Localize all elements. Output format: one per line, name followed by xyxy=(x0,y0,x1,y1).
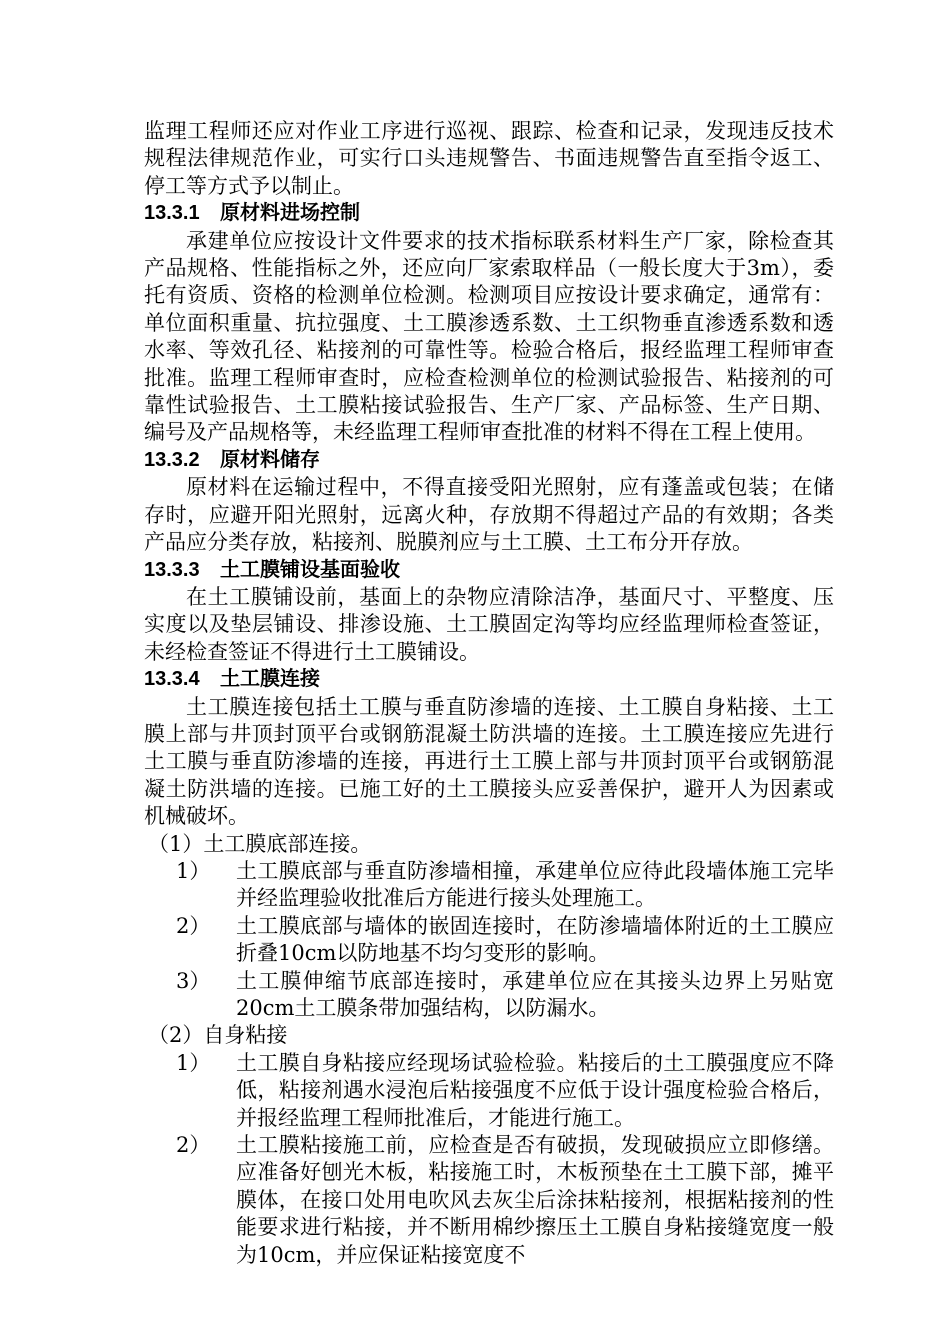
subsection-label-self-bonding: （2）自身粘接 xyxy=(148,1023,288,1048)
list-item xyxy=(144,1132,834,1269)
document-page xyxy=(144,118,834,1269)
section-title: 原材料储存 xyxy=(220,448,320,471)
list-item-text: 土工膜粘接施工前，应检查是否有破损，发现破损应立即修缮。应准备好刨光木板，粘接施工时，木板预垫在土工膜下部，摊平膜体，在接口处用电吹风去灰尘后涂抹粘接剂，根据粘接剂的性能要求进行粘接，并不断用棉纱擦压土工膜自身粘接缝宽度一般为10cm，并应保证粘接宽度不 xyxy=(236,1133,834,1267)
section-heading-13-3-2 xyxy=(144,447,834,474)
list-item xyxy=(144,1050,834,1132)
section-body-13-3-1: 承建单位应按设计文件要求的技术指标联系材料生产厂家，除检查其产品规格、性能指标之外，还应向厂家索取样品（一般长度大于3m），委托有资质、资格的检测单位检测。检测项目应按设计要求确定，通常有：单位面积重量、抗拉强度、土工膜渗透系数、土工织物垂直渗透系数和透水率、等效孔径、粘接剂的可靠性等。检验合格后，报经监理工程师审查批准。监理工程师审查时，应检查检测单位的检测试验报告、粘接剂的可靠性试验报告、土工膜粘接试验报告、生产厂家、产品标签、生产日期、编号及产品规格等，未经监理工程师审查批准的材料不得在工程上使用。 xyxy=(144,228,834,445)
section-heading-13-3-1 xyxy=(144,200,834,227)
list-item xyxy=(144,858,834,913)
section-title: 土工膜铺设基面验收 xyxy=(220,558,400,581)
section-heading-13-3-3 xyxy=(144,557,834,584)
list-marker: 3） xyxy=(176,968,211,993)
section-title: 土工膜连接 xyxy=(220,668,320,691)
list-marker: 2） xyxy=(176,1133,211,1158)
section-heading-13-3-4 xyxy=(144,666,834,693)
list-item xyxy=(144,913,834,968)
list-item-text: 土工膜自身粘接应经现场试验检验。粘接后的土工膜强度应不降低，粘接剂遇水浸泡后粘接强度不应低于设计强度检验合格后，并报经监理工程师批准后，才能进行施工。 xyxy=(236,1050,834,1130)
section-body-13-3-2: 原材料在运输过程中，不得直接受阳光照射，应有蓬盖或包装；在储存时，应避开阳光照射，远离火种，存放期不得超过产品的有效期；各类产品应分类存放，粘接剂、脱膜剂应与土工膜、土工布分开存放。 xyxy=(144,475,834,555)
list-item xyxy=(144,968,834,1023)
section-number: 13.3.4 xyxy=(144,668,200,691)
section-number: 13.3.2 xyxy=(144,448,200,471)
list-marker: 2） xyxy=(176,913,211,938)
intro-paragraph: 监理工程师还应对作业工序进行巡视、跟踪、检查和记录，发现违反技术规程法律规范作业，可实行口头违规警告、书面违规警告直至指令返工、停工等方式予以制止。 xyxy=(144,119,834,198)
list-marker: 1） xyxy=(176,858,211,883)
subsection-label-bottom-connection: （1）土工膜底部连接。 xyxy=(148,831,372,856)
section-body-13-3-4: 土工膜连接包括土工膜与垂直防渗墙的连接、土工膜自身粘接、土工膜上部与井顶封顶平台或钢筋混凝土防洪墙的连接。土工膜连接应先进行土工膜与垂直防渗墙的连接，再进行土工膜上部与井顶封顶平台或钢筋混凝土防洪墙的连接。已施工好的土工膜接头应妥善保护，避开人为因素或机械破坏。 xyxy=(144,694,834,829)
section-body-13-3-3: 在土工膜铺设前，基面上的杂物应清除洁净，基面尺寸、平整度、压实度以及垫层铺设、排渗设施、土工膜固定沟等均应经监理师检查签证，未经检查签证不得进行土工膜铺设。 xyxy=(144,584,834,664)
list-marker: 1） xyxy=(176,1050,211,1075)
section-number: 13.3.3 xyxy=(144,558,200,581)
list-item-text: 土工膜底部与垂直防渗墙相撞，承建单位应待此段墙体施工完毕并经监理验收批准后方能进行接头处理施工。 xyxy=(236,858,834,911)
list-item-text: 土工膜底部与墙体的嵌固连接时，在防渗墙墙体附近的土工膜应折叠10cm以防地基不均匀变形的影响。 xyxy=(236,913,834,966)
section-title: 原材料进场控制 xyxy=(220,202,360,225)
section-number: 13.3.1 xyxy=(144,202,200,225)
list-item-text: 土工膜伸缩节底部连接时，承建单位应在其接头边界上另贴宽20cm土工膜条带加强结构，以防漏水。 xyxy=(236,968,834,1020)
